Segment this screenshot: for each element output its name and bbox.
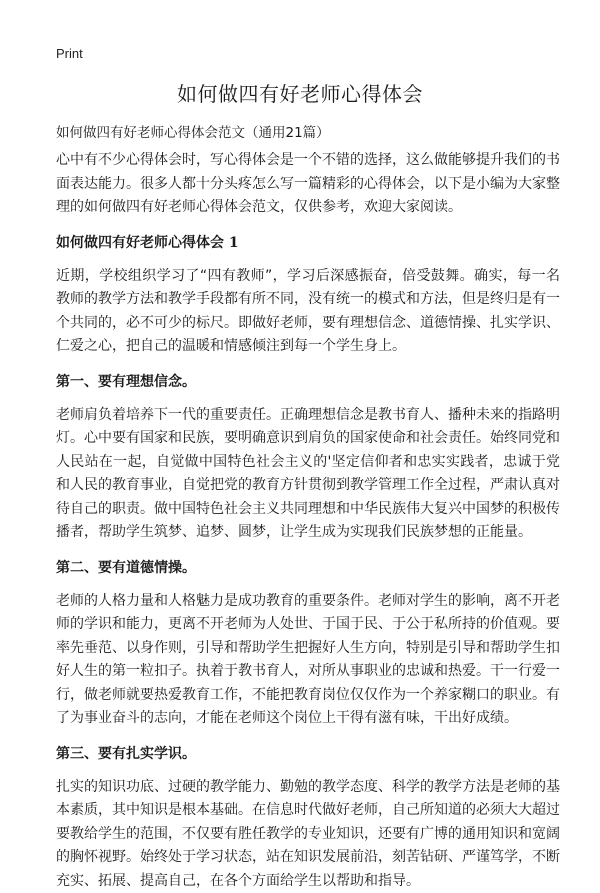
section-heading-2: 第一、要有理想信念。 (56, 372, 560, 392)
page-title: 如何做四有好老师心得体会 (56, 78, 544, 107)
print-link[interactable]: Print (56, 46, 83, 61)
section-paragraph-4: 扎实的知识功底、过硬的教学能力、勤勉的教学态度、科学的教学方法是老师的基本素质，其中知识是根本基础。在信息时代做好老师，自己所知道的必须大大超过要教给学生的范围，不仅要有胜任教学的专业知识，还要有广博的通用知识和宽阔的胸怀视野。始终处于学习状态，站在知识发展前沿，刻苦钻研、严谨笃学，不断充实、拓展、提高自己，在各个方面给学生以帮助和指导。 (56, 776, 560, 893)
section-heading-4: 第三、要有扎实学识。 (56, 744, 560, 764)
section-heading-1: 如何做四有好老师心得体会 1 (56, 233, 560, 253)
subtitle: 如何做四有好老师心得体会范文（通用21篇） (56, 121, 560, 141)
section-heading-3: 第二、要有道德情操。 (56, 558, 560, 578)
article-body (56, 149, 560, 893)
intro-paragraph: 心中有不少心得体会时，写心得体会是一个不错的选择，这么做能够提升我们的书面表达能力。很多人都十分头疼怎么写一篇精彩的心得体会，以下是小编为大家整理的如何做四有好老师心得体会范文，仅供参考，欢迎大家阅读。 (56, 149, 560, 220)
section-paragraph-3: 老师的人格力量和人格魅力是成功教育的重要条件。老师对学生的影响，离不开老师的学识和能力，更离不开老师为人处世、于国于民、于公于私所持的价值观。要率先垂范、以身作则，引导和帮助学生把握好人生方向，特别是引导和帮助学生扣好人生的第一粒扣子。执着于教书育人，对所从事职业的忠诚和热爱。干一行爱一行，做老师就要热爱教育工作，不能把教育岗位仅仅作为一个养家糊口的职业。有了为事业奋斗的志向，才能在老师这个岗位上干得有滋有味，干出好成绩。 (56, 590, 560, 731)
section-paragraph-1: 近期，学校组织学习了“四有教师”，学习后深感振奋，倍受鼓舞。确实，每一名教师的教学方法和教学手段都有所不同，没有统一的模式和方法，但是终归是有一个共同的，必不可少的标尺。即做好老师，要有理想信念、道德情操、扎实学识、仁爱之心，把自己的温暖和情感倾注到每一个学生身上。 (56, 265, 560, 359)
section-paragraph-2: 老师肩负着培养下一代的重要责任。正确理想信念是教书育人、播种未来的指路明灯。心中要有国家和民族，要明确意识到肩负的国家使命和社会责任。始终同党和人民站在一起，自觉做中国特色社会主义的'坚定信仰者和忠实实践者，忠诚于党和人民的教育事业，自觉把党的教育方针贯彻到教学管理工作全过程，严肃认真对待自己的职责。做中国特色社会主义共同理想和中华民族伟大复兴中国梦的积极传播者，帮助学生筑梦、追梦、圆梦，让学生成为实现我们民族梦想的正能量。 (56, 404, 560, 545)
